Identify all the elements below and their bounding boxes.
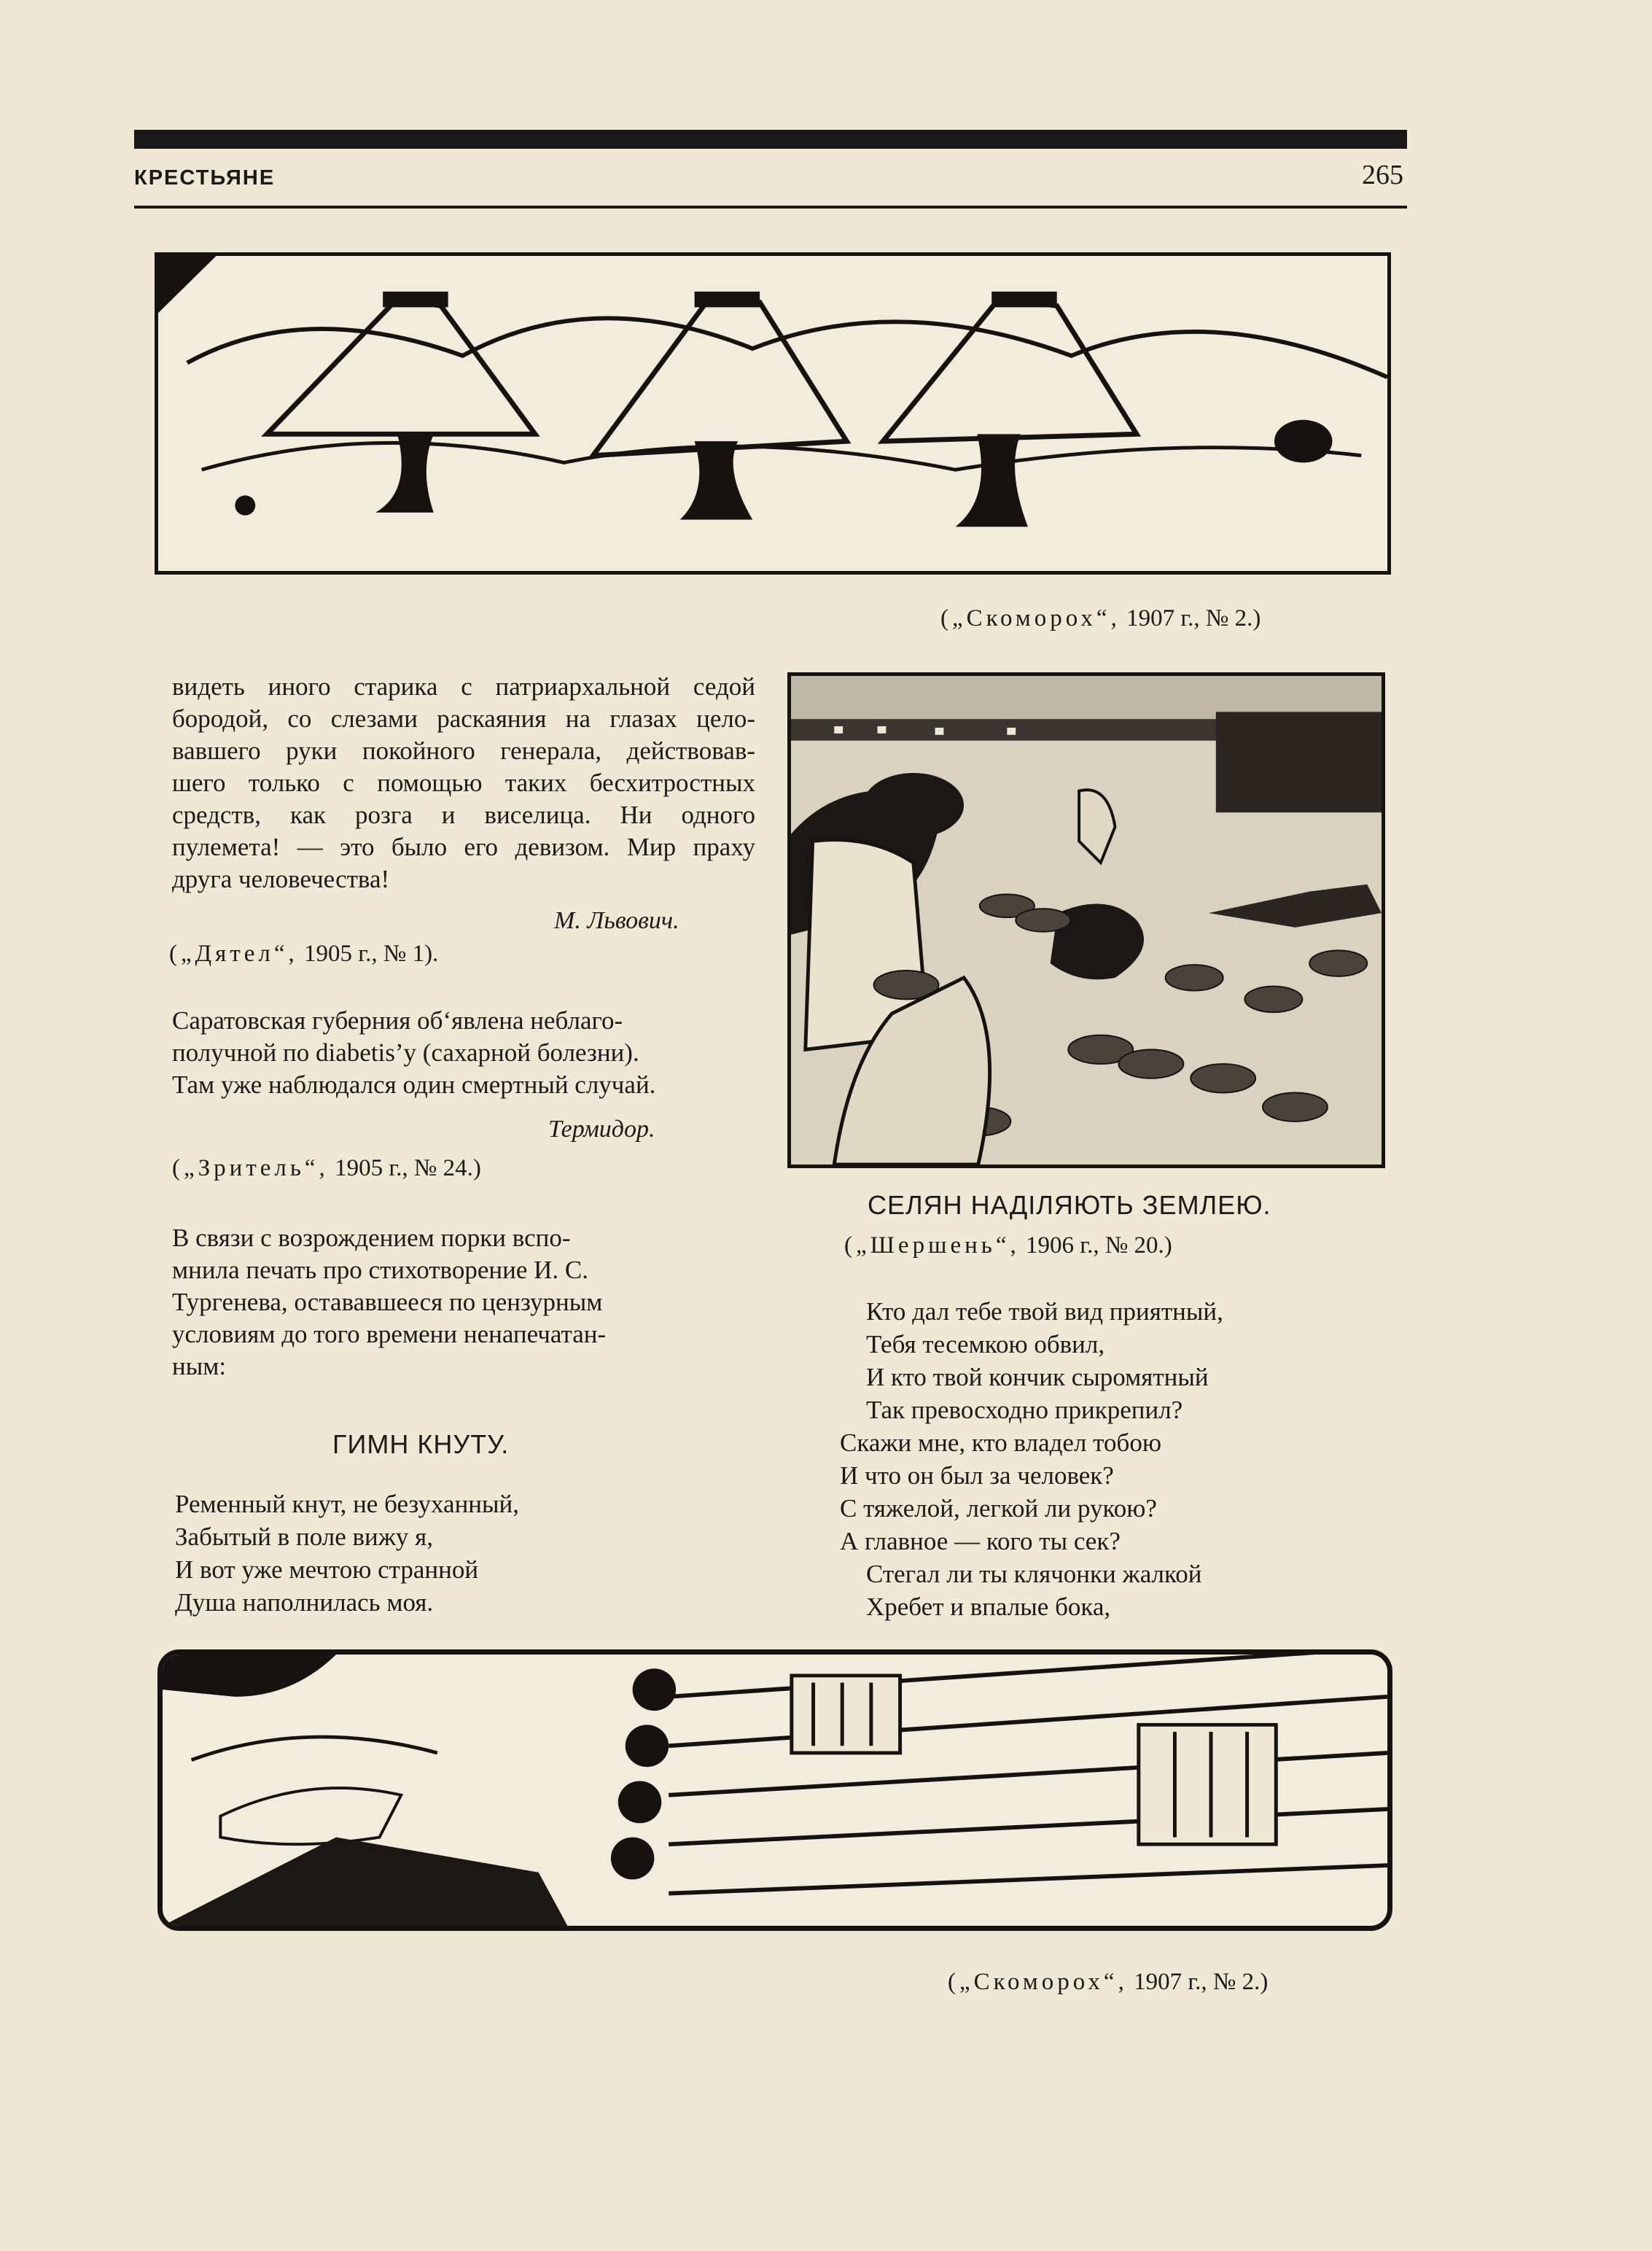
source-issue: 1905 г., № 24.) — [335, 1155, 481, 1181]
source-issue: 1905 г., № 1). — [304, 941, 439, 967]
running-head: КРЕСТЬЯНЕ — [134, 166, 276, 190]
caption-source: („Скоморох“, — [948, 1969, 1128, 1995]
text-line: Саратовская губерния об‘явлена неблаго- — [172, 1006, 623, 1035]
caption-issue: 1907 г., № 2.) — [1126, 605, 1261, 631]
text-line: условиям до того времени ненапечатан- — [172, 1320, 607, 1348]
top-illustration — [155, 252, 1391, 575]
text-line: вавшего руки покойного генерала, действовав- — [172, 736, 755, 765]
bottom-illustration — [157, 1649, 1392, 1931]
signature-lvovich: М. Львович. — [554, 907, 679, 934]
poem-line: Ременный кнут, не безуханный, — [175, 1490, 520, 1518]
poem-line: Душа наполнилась моя. — [175, 1588, 434, 1617]
text-line: В связи с возрождением порки вспо- — [172, 1224, 571, 1252]
text-line: друга человечества! — [172, 865, 390, 893]
illustration-title: СЕЛЯН НАДІЛЯЮТЬ ЗЕМЛЕЮ. — [868, 1190, 1271, 1220]
poem-stanza-1 — [175, 1488, 519, 1619]
article-paragraph-3 — [172, 1222, 755, 1383]
caption-issue: 1906 г., № 20.) — [1026, 1232, 1172, 1259]
page-number: 265 — [1362, 160, 1403, 190]
text-line: получной по diabetis’у (сахарной болезни). — [172, 1038, 639, 1067]
signature-termidor: Термидор. — [548, 1116, 655, 1143]
source-title: („Зритель“, — [172, 1155, 329, 1181]
middle-illustration — [787, 672, 1385, 1168]
text-line: средств, как розга и виселица. Ни одного — [172, 801, 755, 829]
top-illustration-caption — [940, 605, 1261, 632]
poem-line: Кто дал тебе твой вид приятный, — [866, 1297, 1223, 1326]
poem-line: А главное — кого ты сек? — [840, 1527, 1121, 1555]
caption-issue: 1907 г., № 2.) — [1134, 1969, 1269, 1995]
header-rule — [134, 206, 1407, 209]
text-line: бородой, со слезами раскаяния на глазах цело- — [172, 704, 755, 733]
poem-line: С тяжелой, легкой ли рукою? — [840, 1494, 1157, 1523]
source-dyatel — [169, 941, 438, 968]
poem-stanza-2 — [840, 1295, 1223, 1623]
source-title: („Дятел“, — [169, 941, 298, 967]
text-line: мнила печать про стихотворение И. С. — [172, 1256, 588, 1284]
poem-line: И что он был за человек? — [840, 1461, 1114, 1490]
text-line: Тургенева, остававшееся по цензурным — [172, 1288, 603, 1316]
text-line: ным: — [172, 1352, 227, 1380]
article-paragraph-1 — [172, 671, 755, 895]
poem-line: Тебя тесемкою обвил, — [866, 1330, 1105, 1358]
text-line: шего только с помощью таких бесхитростных — [172, 769, 755, 797]
poem-line: Забытый в поле вижу я, — [175, 1523, 434, 1551]
poem-line: И кто твой кончик сыромятный — [866, 1363, 1209, 1391]
text-line: видеть иного старика с патриархальной седой — [172, 672, 755, 701]
caption-source: („Скоморох“, — [940, 605, 1121, 631]
poem-title: ГИМН КНУТУ. — [332, 1429, 510, 1459]
bottom-illustration-caption — [948, 1969, 1268, 1996]
article-paragraph-2 — [172, 1005, 755, 1101]
poem-line: И вот уже мечтою странной — [175, 1555, 479, 1584]
poem-line: Так превосходно прикрепил? — [866, 1396, 1183, 1424]
middle-illustration-caption — [844, 1232, 1172, 1259]
header-thick-rule — [134, 130, 1407, 149]
source-zritel — [172, 1155, 481, 1182]
poem-line: Стегал ли ты клячонки жалкой — [866, 1560, 1202, 1588]
text-line: пулемета! — это было его девизом. Мир праху — [172, 833, 755, 861]
caption-source: („Шершень“, — [844, 1232, 1020, 1259]
poem-line: Скажи мне, кто владел тобою — [840, 1428, 1161, 1457]
text-line: Там уже наблюдался один смертный случай. — [172, 1070, 656, 1099]
poem-line: Хребет и впалые бока, — [866, 1593, 1111, 1621]
